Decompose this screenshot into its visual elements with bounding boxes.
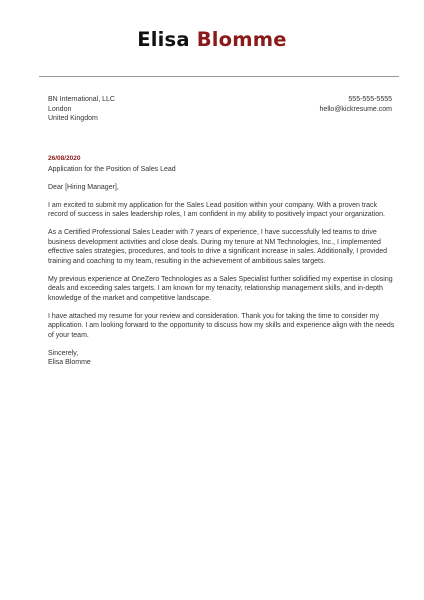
first-name: Elisa <box>137 28 190 51</box>
letter-body <box>48 165 396 376</box>
letter-paragraph: As a Certified Professional Sales Leader with 7 years of experience, I have successfully led teams to drive business development activities and close deals. During my tenure at NM Technologies, Inc., I implemented effective sales strategies, procedures, and tools to drive a significant increase in sales. Additionally, I provided training and coaching to my team, resulting in the achievement of ambitious sales targets. <box>48 229 388 265</box>
recipient-company: BN International, LLC <box>48 96 115 103</box>
recipient-country: United Kingdom <box>48 115 98 122</box>
letter-date: 26/08/2020 <box>48 155 81 162</box>
contact-email[interactable]: hello@kickresume.com <box>319 105 392 113</box>
recipient-city: London <box>48 105 72 113</box>
letter-paragraph: I have attached my resume for your review and consideration. Thank you for taking the time to consider my application. I am looking forward to the opportunity to discuss how my skills and experience align with the needs of your team. <box>48 312 395 339</box>
signature-name: Elisa Blomme <box>48 359 91 366</box>
letter-closing <box>48 349 396 368</box>
last-name: Blomme <box>196 28 287 51</box>
contact-phone: 555-555-5555 <box>348 96 392 103</box>
letter-salutation: Dear [Hiring Manager], <box>48 183 119 191</box>
letter-paragraph: I am excited to submit my application for the Sales Lead position within your company. With a proven track record of success in sales leadership roles, I am confident in my ability to positively impact your organization. <box>48 201 385 218</box>
letter-paragraph: My previous experience at OneZero Technologies as a Sales Specialist further solidified my expertise in closing deals and exceeding sales targets. I am known for my tenacity, relationship management skills, and in-depth knowledge of the market and competitive landscape. <box>48 275 393 302</box>
sender-contact <box>320 95 392 114</box>
recipient-address <box>48 95 115 124</box>
applicant-name <box>0 28 424 52</box>
letter-subject: Application for the Position of Sales Lead <box>48 166 176 173</box>
closing-phrase: Sincerely, <box>48 349 79 357</box>
header-divider <box>39 76 399 77</box>
